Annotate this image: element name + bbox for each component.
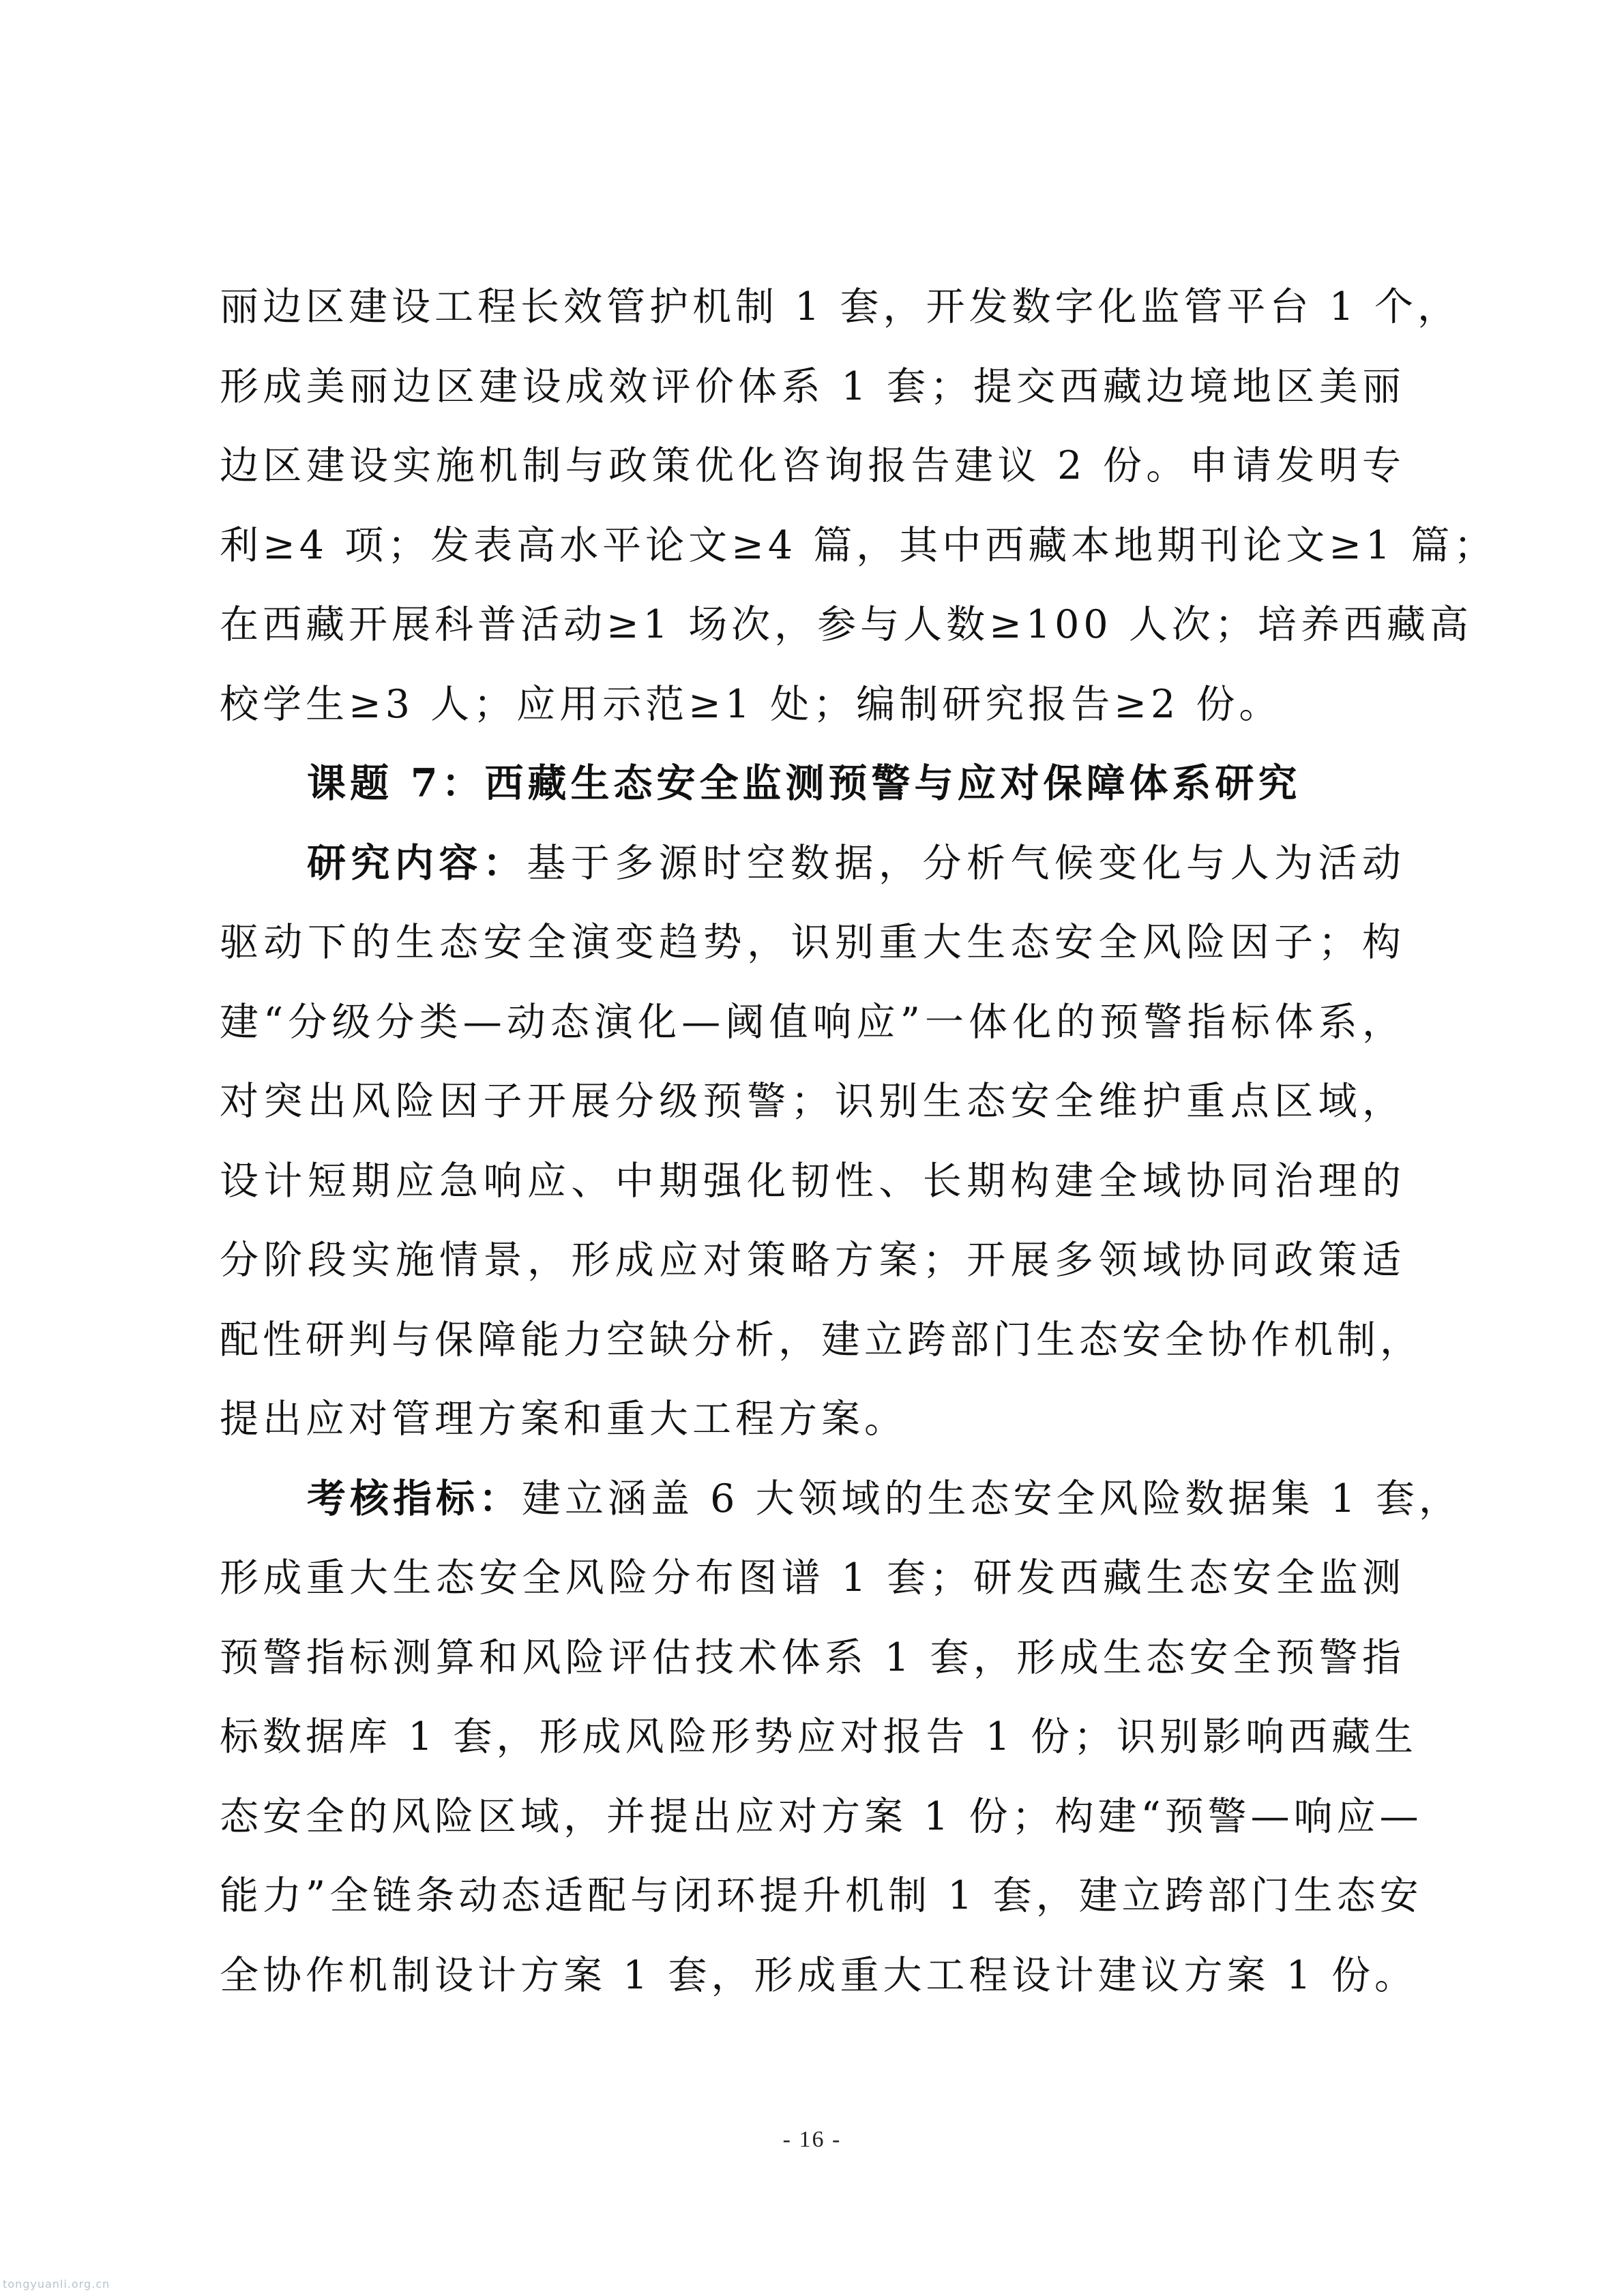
assessment-first-line [220, 1459, 1462, 1539]
text-line: 态安全的风险区域，并提出应对方案 1 份；构建“预警—响应— [220, 1793, 1423, 1839]
text-line: 边区建设实施机制与政策优化咨询报告建议 2 份。申请发明专 [220, 443, 1405, 488]
text-line: 形成美丽边区建设成效评价体系 1 套；提交西藏边境地区美丽 [220, 363, 1405, 409]
text-line: 预警指标测算和风险评估技术体系 1 套，形成生态安全预警指 [220, 1635, 1405, 1680]
text-line: 对突出风险因子开展分级预警；识别生态安全维护重点区域， [220, 1079, 1405, 1124]
research-content-first-text: 基于多源时空数据，分析气候变化与人为活动 [527, 840, 1406, 886]
text-line: 能力”全链条动态适配与闭环提升机制 1 套，建立跨部门生态安 [220, 1873, 1423, 1918]
text-line: 在西藏开展科普活动≥1 场次，参与人数≥100 人次；培养西藏高 [220, 602, 1473, 647]
research-content-first-line [220, 824, 1405, 904]
text-line: 校学生≥3 人；应用示范≥1 处；编制研究报告≥2 份。 [220, 681, 1282, 727]
text-line: 全协作机制设计方案 1 套，形成重大工程设计建议方案 1 份。 [220, 1952, 1418, 1998]
watermark: tongyuanli.org.cn [3, 2278, 110, 2291]
text-line: 配性研判与保障能力空缺分析，建立跨部门生态安全协作机制， [220, 1317, 1423, 1362]
text-line: 提出应对管理方案和重大工程方案。 [220, 1397, 907, 1442]
assessment-first-text: 建立涵盖 6 大领域的生态安全风险数据集 1 套， [522, 1476, 1462, 1521]
text-line: 标数据库 1 套，形成风险形势应对报告 1 份；识别影响西藏生 [220, 1714, 1418, 1759]
text-line: 分阶段实施情景，形成应对策略方案；开展多领域协同政策适 [220, 1238, 1405, 1283]
text-line: 设计短期应急响应、中期强化韧性、长期构建全域协同治理的 [220, 1158, 1405, 1204]
assessment-label: 考核指标： [307, 1475, 522, 1521]
text-line: 驱动下的生态安全演变趋势，识别重大生态安全风险因子；构 [220, 920, 1405, 965]
text-line: 丽边区建设工程长效管护机制 1 套，开发数字化监管平台 1 个， [220, 284, 1461, 329]
document-body [220, 267, 1497, 2015]
page-number: - 16 - [782, 2127, 842, 2152]
text-line: 利≥4 项；发表高水平论文≥4 篇，其中西藏本地期刊论文≥1 篇； [220, 522, 1497, 568]
topic-heading: 课题 7：西藏生态安全监测预警与应对保障体系研究 [307, 760, 1301, 806]
text-line: 建“分级分类—动态演化—阈值响应”一体化的预警指标体系， [220, 999, 1405, 1045]
research-content-label: 研究内容： [307, 839, 527, 886]
text-line: 形成重大生态安全风险分布图谱 1 套；研发西藏生态安全监测 [220, 1555, 1405, 1600]
